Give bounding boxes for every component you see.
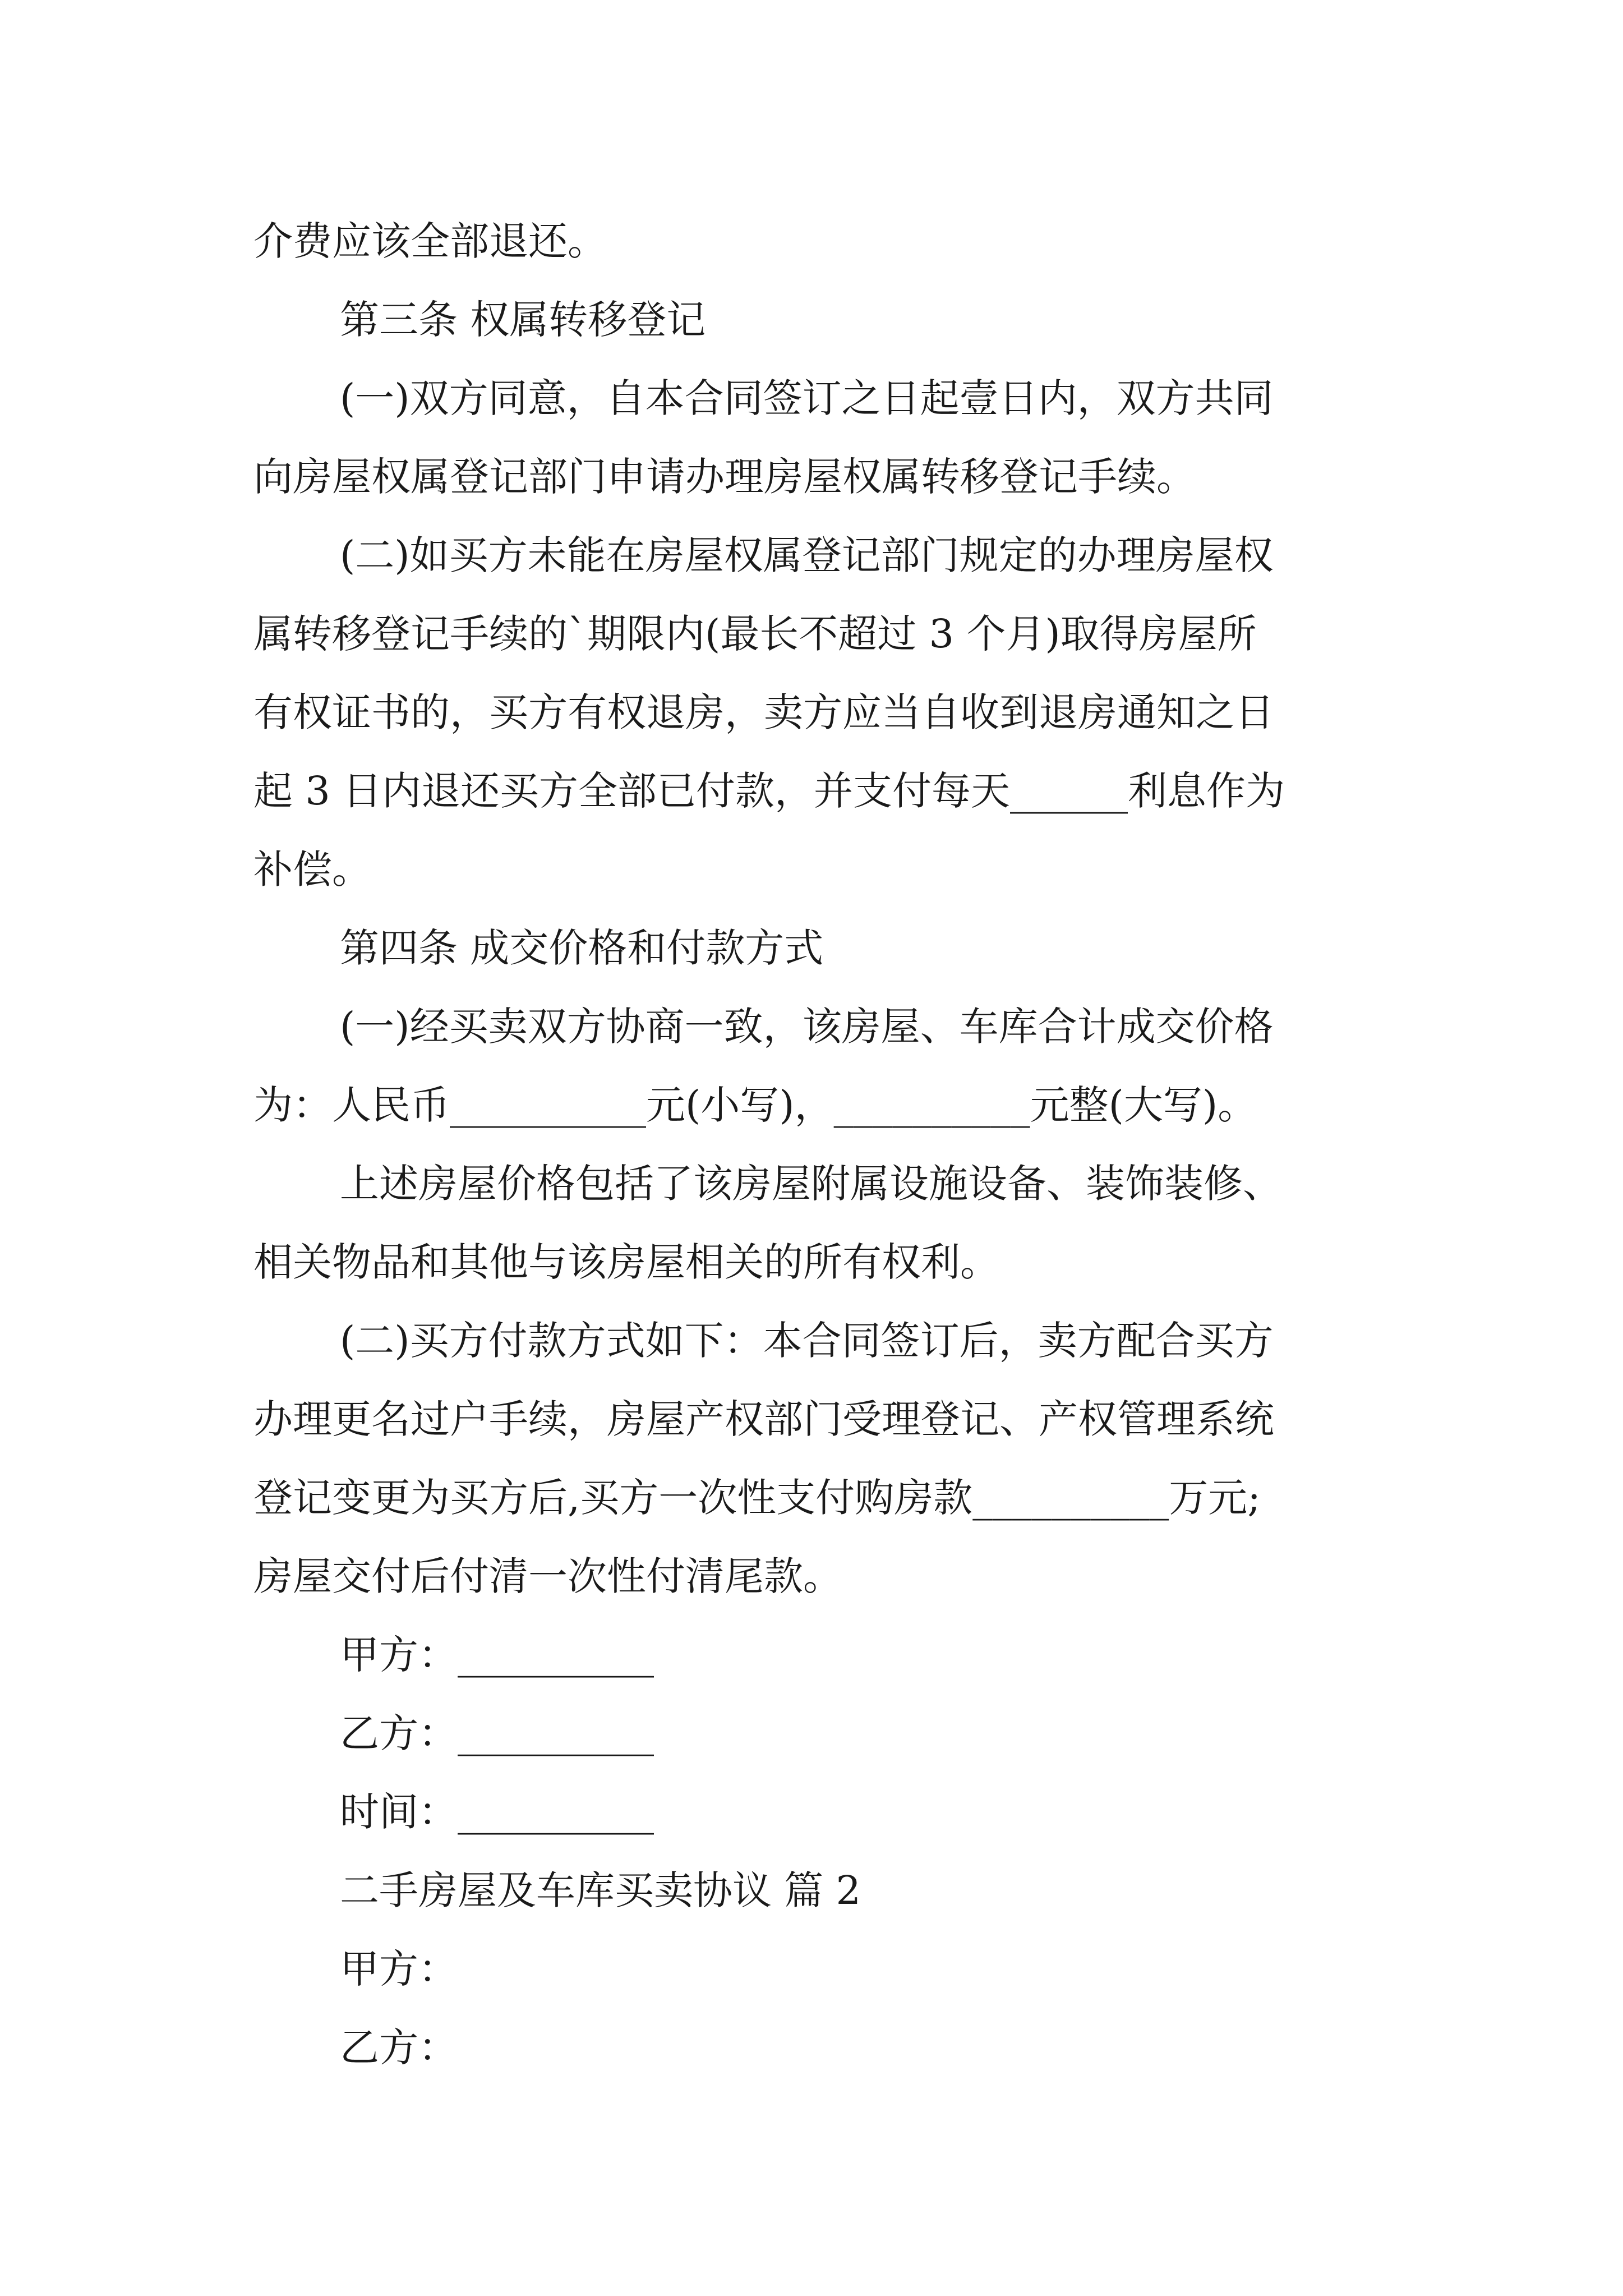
- paragraph-line: (二)买方付款方式如下：本合同签订后，卖方配合买方: [340, 1318, 1274, 1364]
- signature-date: 时间：__________: [340, 1789, 654, 1835]
- signature-party-a: 甲方：__________: [340, 1632, 654, 1678]
- paragraph-line: 房屋交付后付清一次性付清尾款。: [253, 1553, 842, 1599]
- paragraph-line: (二)如买方未能在房屋权属登记部门规定的办理房屋权: [340, 532, 1274, 578]
- paragraph-line: (一)经买卖双方协商一致，该房屋、车库合计成交价格: [340, 1004, 1274, 1050]
- paragraph-line: 有权证书的，买方有权退房，卖方应当自收到退房通知之日: [253, 689, 1274, 735]
- paragraph-line: 起 3 日内退还买方全部已付款，并支付每天______利息作为: [253, 768, 1285, 814]
- paragraph-line: 向房屋权属登记部门申请办理房屋权属转移登记手续。: [253, 454, 1196, 500]
- section-title-part-2: 二手房屋及车库买卖协议 篇 2: [340, 1867, 861, 1913]
- party-b-label: 乙方：: [340, 2024, 458, 2070]
- signature-party-b: 乙方：__________: [340, 1710, 654, 1756]
- section-heading-article-3: 第三条 权属转移登记: [340, 297, 706, 343]
- paragraph-line: 上述房屋价格包括了该房屋附属设施设备、装饰装修、: [340, 1161, 1282, 1207]
- paragraph-line: 为：人民币__________元(小写)，__________元整(大写)。: [253, 1082, 1257, 1128]
- paragraph-line: 登记变更为买方后,买方一次性支付购房款__________万元;: [253, 1475, 1261, 1521]
- paragraph-line: 办理更名过户手续，房屋产权部门受理登记、产权管理系统: [253, 1396, 1274, 1442]
- section-heading-article-4: 第四条 成交价格和付款方式: [340, 925, 824, 971]
- paragraph-line: (一)双方同意，自本合同签订之日起壹日内，双方共同: [340, 375, 1274, 421]
- paragraph-line: 介费应该全部退还。: [253, 218, 607, 264]
- paragraph-line: 相关物品和其他与该房屋相关的所有权利。: [253, 1239, 999, 1285]
- paragraph-line: 属转移登记手续的`期限内(最长不超过 3 个月)取得房屋所: [253, 611, 1257, 657]
- paragraph-line: 补偿。: [253, 846, 371, 892]
- party-a-label: 甲方：: [340, 1946, 458, 1992]
